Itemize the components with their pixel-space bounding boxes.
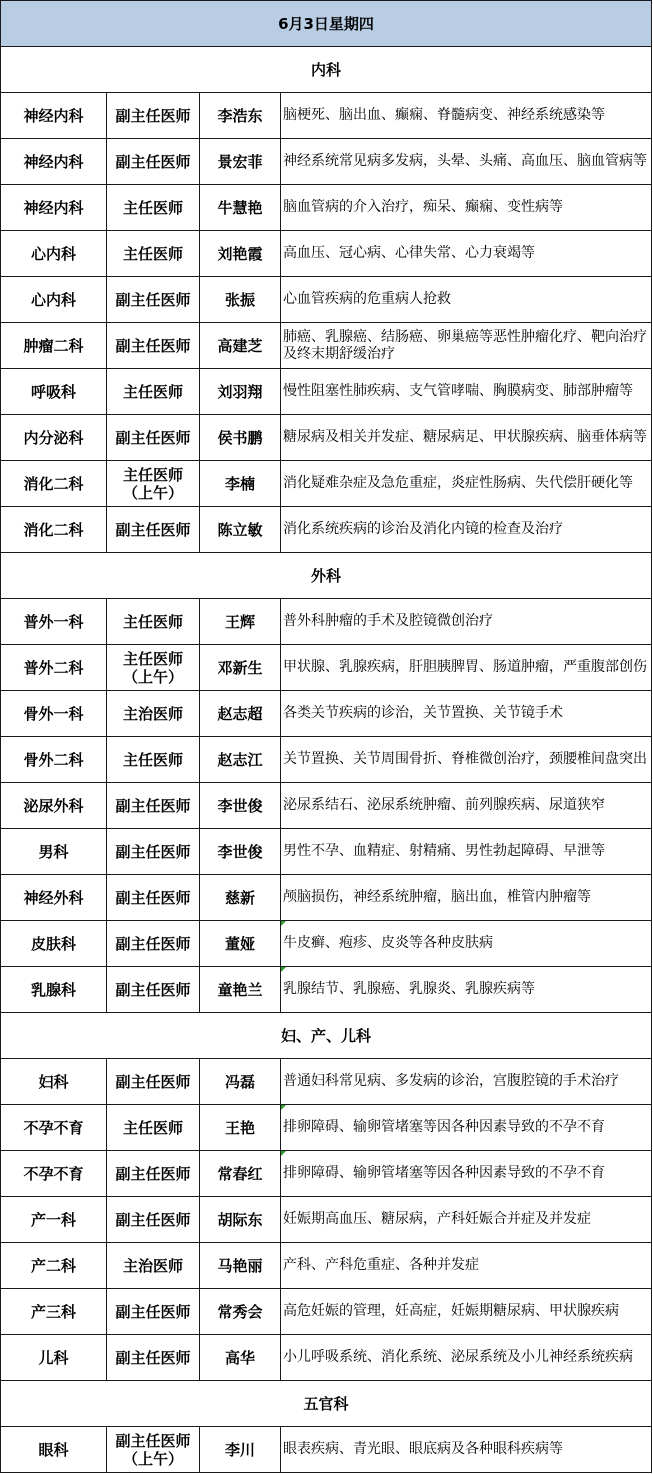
specialty-wrapper (283, 1165, 649, 1182)
doctor-name-cell: 李川 (200, 1427, 281, 1473)
specialty-text: 泌尿系结石、泌尿系统肿瘤、前列腺疾病、尿道狭窄 (283, 797, 605, 813)
table-row (1, 1059, 652, 1105)
specialty-text: 普通妇科常见病、多发病的诊治，宫腹腔镜的手术治疗 (283, 1073, 619, 1089)
doctor-title: 主任医师 (122, 750, 183, 769)
department-cell: 骨外一科 (1, 691, 107, 737)
department-cell: 神经内科 (1, 139, 107, 185)
specialty-cell (281, 1427, 652, 1473)
doctor-title: 副主任医师 (115, 1302, 191, 1321)
table-row (1, 875, 652, 921)
doctor-name-cell: 李世俊 (200, 829, 281, 875)
doctor-name-cell: 赵志超 (200, 691, 281, 737)
specialty-cell (281, 737, 652, 783)
doctor-title: 副主任医师 (115, 428, 191, 447)
table-row (1, 1335, 652, 1381)
cell-comment-marker-icon (281, 1151, 286, 1156)
title-cell (107, 231, 200, 277)
specialty-text: 颅脑损伤，神经系统肿瘤，脑出血，椎管内肿瘤等 (283, 889, 591, 905)
title-cell (107, 829, 200, 875)
title-cell (107, 323, 200, 369)
doctor-title: 主任医师 (122, 198, 183, 217)
doctor-name-cell: 景宏菲 (200, 139, 281, 185)
table-row (1, 921, 652, 967)
doctor-name-cell: 常秀会 (200, 1289, 281, 1335)
department-cell: 产三科 (1, 1289, 107, 1335)
department-cell: 内分泌科 (1, 415, 107, 461)
doctor-title: 主任医师 (122, 465, 183, 484)
specialty-text: 慢性阻塞性肺疾病、支气管哮喘、胸膜病变、肺部肿瘤等 (283, 383, 633, 399)
specialty-cell (281, 1289, 652, 1335)
doctor-title: 主任医师 (122, 649, 183, 668)
specialty-cell (281, 921, 652, 967)
specialty-wrapper (283, 429, 649, 446)
table-row (1, 645, 652, 691)
table-row (1, 783, 652, 829)
doctor-name-cell: 李世俊 (200, 783, 281, 829)
department-cell: 神经内科 (1, 93, 107, 139)
doctor-name-cell: 高建芝 (200, 323, 281, 369)
doctor-name-cell: 侯书鹏 (200, 415, 281, 461)
doctor-title: 副主任医师 (115, 520, 191, 539)
table-row (1, 1289, 652, 1335)
specialty-wrapper (283, 843, 649, 860)
title-cell (107, 1335, 200, 1381)
table-row (1, 415, 652, 461)
specialty-cell (281, 415, 652, 461)
doctor-title: 副主任医师 (115, 1210, 191, 1229)
doctor-name-cell: 赵志江 (200, 737, 281, 783)
date-title: 6月3日星期四 (1, 1, 652, 47)
title-cell (107, 875, 200, 921)
cell-comment-marker-icon (281, 967, 286, 972)
table-row (1, 231, 652, 277)
table-row (1, 369, 652, 415)
title-cell (107, 1289, 200, 1335)
specialty-wrapper (283, 659, 649, 676)
specialty-wrapper (283, 383, 649, 400)
specialty-cell (281, 277, 652, 323)
table-row (1, 1105, 652, 1151)
table-row (1, 1243, 652, 1289)
title-cell (107, 1151, 200, 1197)
title-cell (107, 967, 200, 1013)
specialty-wrapper (283, 199, 649, 216)
specialty-wrapper (283, 291, 649, 308)
specialty-cell (281, 323, 652, 369)
doctor-name-cell: 冯磊 (200, 1059, 281, 1105)
doctor-title: 副主任医师 (115, 796, 191, 815)
title-cell (107, 507, 200, 553)
title-cell (107, 1059, 200, 1105)
doctor-name-cell: 董娅 (200, 921, 281, 967)
department-cell: 骨外二科 (1, 737, 107, 783)
specialty-cell (281, 1059, 652, 1105)
section-title: 外科 (1, 553, 652, 599)
title-cell (107, 93, 200, 139)
specialty-text: 肺癌、乳腺癌、结肠癌、卵巢癌等恶性肿瘤化疗、靶向治疗及终末期舒缓治疗 (283, 328, 647, 362)
specialty-cell (281, 1105, 652, 1151)
doctor-name-cell: 牛慧艳 (200, 185, 281, 231)
table-row (1, 277, 652, 323)
department-cell: 消化二科 (1, 461, 107, 507)
specialty-wrapper (283, 1257, 649, 1274)
department-cell: 产一科 (1, 1197, 107, 1243)
specialty-wrapper (283, 889, 649, 906)
table-row (1, 1151, 652, 1197)
specialty-text: 男性不孕、血精症、射精痛、男性勃起障碍、早泄等 (283, 843, 605, 859)
section-row (1, 47, 652, 93)
department-cell: 妇科 (1, 1059, 107, 1105)
cell-comment-marker-icon (281, 921, 286, 926)
department-cell: 神经外科 (1, 875, 107, 921)
doctor-title: 副主任医师 (115, 106, 191, 125)
specialty-cell (281, 599, 652, 645)
specialty-wrapper (283, 1119, 649, 1136)
doctor-title: 副主任医师 (115, 934, 191, 953)
specialty-wrapper (283, 245, 649, 262)
specialty-text: 小儿呼吸系统、消化系统、泌尿系统及小儿神经系统疾病 (283, 1349, 633, 1365)
specialty-cell (281, 783, 652, 829)
doctor-name-cell: 李楠 (200, 461, 281, 507)
doctor-title: 副主任医师 (115, 336, 191, 355)
specialty-cell (281, 1197, 652, 1243)
specialty-cell (281, 829, 652, 875)
table-row (1, 139, 652, 185)
specialty-wrapper (283, 153, 649, 170)
title-cell (107, 921, 200, 967)
session-note: （上午） (122, 483, 183, 502)
table-row (1, 507, 652, 553)
specialty-wrapper (283, 935, 649, 952)
specialty-wrapper (283, 705, 649, 722)
doctor-title: 副主任医师 (115, 152, 191, 171)
doctor-name-cell: 常春红 (200, 1151, 281, 1197)
department-cell: 心内科 (1, 231, 107, 277)
table-row (1, 829, 652, 875)
title-cell (107, 415, 200, 461)
specialty-text: 消化系统疾病的诊治及消化内镜的检查及治疗 (283, 521, 563, 537)
doctor-title: 副主任医师 (115, 980, 191, 999)
title-cell (107, 783, 200, 829)
department-cell: 肿瘤二科 (1, 323, 107, 369)
specialty-text: 乳腺结节、乳腺癌、乳腺炎、乳腺疾病等 (283, 981, 535, 997)
department-cell: 男科 (1, 829, 107, 875)
specialty-wrapper (283, 981, 649, 998)
specialty-text: 糖尿病及相关并发症、糖尿病足、甲状腺疾病、脑垂体病等 (283, 429, 647, 445)
doctor-name-cell: 马艳丽 (200, 1243, 281, 1289)
specialty-cell (281, 645, 652, 691)
cell-comment-marker-icon (281, 1105, 286, 1110)
specialty-cell (281, 507, 652, 553)
doctor-name-cell: 王艳 (200, 1105, 281, 1151)
specialty-text: 神经系统常见病多发病，头晕、头痛、高血压、脑血管病等 (283, 153, 647, 169)
doctor-name-cell: 高华 (200, 1335, 281, 1381)
table-row (1, 93, 652, 139)
specialty-cell (281, 1335, 652, 1381)
specialty-cell (281, 461, 652, 507)
specialty-wrapper (283, 329, 649, 363)
specialty-cell (281, 93, 652, 139)
doctor-title: 主任医师 (122, 612, 183, 631)
title-cell (107, 369, 200, 415)
doctor-name-cell: 张振 (200, 277, 281, 323)
specialty-cell (281, 185, 652, 231)
table-row (1, 461, 652, 507)
section-title: 妇、产、儿科 (1, 1013, 652, 1059)
specialty-cell (281, 369, 652, 415)
header-row (1, 1, 652, 47)
doctor-name-cell: 刘艳霞 (200, 231, 281, 277)
doctor-name-cell: 李浩东 (200, 93, 281, 139)
specialty-wrapper (283, 107, 649, 124)
doctor-title: 副主任医师 (115, 1431, 191, 1450)
section-title: 内科 (1, 47, 652, 93)
department-cell: 心内科 (1, 277, 107, 323)
session-note: （上午） (122, 1449, 183, 1468)
doctor-title: 主任医师 (122, 1118, 183, 1137)
department-cell: 普外二科 (1, 645, 107, 691)
doctor-title: 副主任医师 (115, 1164, 191, 1183)
specialty-text: 关节置换、关节周围骨折、脊椎微创治疗，颈腰椎间盘突出 (283, 751, 647, 767)
specialty-text: 高危妊娠的管理，妊高症，妊娠期糖尿病、甲状腺疾病 (283, 1303, 619, 1319)
specialty-wrapper (283, 1349, 649, 1366)
department-cell: 乳腺科 (1, 967, 107, 1013)
doctor-title: 主治医师 (122, 704, 183, 723)
doctor-name-cell: 邓新生 (200, 645, 281, 691)
title-cell (107, 1427, 200, 1473)
department-cell: 皮肤科 (1, 921, 107, 967)
doctor-name-cell: 童艳兰 (200, 967, 281, 1013)
specialty-text: 心血管疾病的危重病人抢救 (283, 291, 451, 307)
specialty-cell (281, 139, 652, 185)
doctor-title: 主治医师 (122, 1256, 183, 1275)
specialty-text: 消化疑难杂症及急危重症，炎症性肠病、失代偿肝硬化等 (283, 475, 633, 491)
specialty-text: 眼表疾病、青光眼、眼底病及各种眼科疾病等 (283, 1441, 563, 1457)
department-cell: 不孕不育 (1, 1105, 107, 1151)
doctor-title: 副主任医师 (115, 1072, 191, 1091)
section-row (1, 1381, 652, 1427)
section-row (1, 553, 652, 599)
title-cell (107, 1243, 200, 1289)
specialty-cell (281, 1243, 652, 1289)
specialty-wrapper (283, 1073, 649, 1090)
specialty-text: 排卵障碍、输卵管堵塞等因各种因素导致的不孕不育 (283, 1165, 605, 1181)
doctor-name-cell: 王辉 (200, 599, 281, 645)
title-cell (107, 139, 200, 185)
specialty-text: 妊娠期高血压、糖尿病，产科妊娠合并症及并发症 (283, 1211, 591, 1227)
specialty-cell (281, 875, 652, 921)
table-row (1, 323, 652, 369)
session-note: （上午） (122, 667, 183, 686)
specialty-cell (281, 691, 652, 737)
table-row (1, 691, 652, 737)
specialty-text: 各类关节疾病的诊治，关节置换、关节镜手术 (283, 705, 563, 721)
specialty-text: 牛皮癣、疱疹、皮炎等各种皮肤病 (283, 935, 493, 951)
specialty-wrapper (283, 1303, 649, 1320)
doctor-name-cell: 胡际东 (200, 1197, 281, 1243)
specialty-wrapper (283, 751, 649, 768)
specialty-cell (281, 231, 652, 277)
specialty-text: 脑梗死、脑出血、癫痫、脊髓病变、神经系统感染等 (283, 107, 605, 123)
title-cell (107, 277, 200, 323)
table-row (1, 967, 652, 1013)
doctor-title: 主任医师 (122, 244, 183, 263)
department-cell: 泌尿外科 (1, 783, 107, 829)
title-cell (107, 645, 200, 691)
department-cell: 不孕不育 (1, 1151, 107, 1197)
department-cell: 儿科 (1, 1335, 107, 1381)
title-cell (107, 1197, 200, 1243)
specialty-cell (281, 1151, 652, 1197)
specialty-wrapper (283, 1441, 649, 1458)
doctor-title: 主任医师 (122, 382, 183, 401)
table-row (1, 1197, 652, 1243)
doctor-title: 副主任医师 (115, 290, 191, 309)
doctor-name-cell: 陈立敏 (200, 507, 281, 553)
department-cell: 眼科 (1, 1427, 107, 1473)
title-cell (107, 691, 200, 737)
department-cell: 消化二科 (1, 507, 107, 553)
specialty-text: 产科、产科危重症、各种并发症 (283, 1257, 479, 1273)
title-cell (107, 1105, 200, 1151)
title-cell (107, 737, 200, 783)
department-cell: 神经内科 (1, 185, 107, 231)
specialty-text: 高血压、冠心病、心律失常、心力衰竭等 (283, 245, 535, 261)
specialty-text: 甲状腺、乳腺疾病，肝胆胰脾胃、肠道肿瘤，严重腹部创伤 (283, 659, 647, 675)
specialty-text: 脑血管病的介入治疗，痴呆、癫痫、变性病等 (283, 199, 563, 215)
department-cell: 产二科 (1, 1243, 107, 1289)
specialty-wrapper (283, 613, 649, 630)
table-row (1, 737, 652, 783)
specialty-wrapper (283, 797, 649, 814)
title-cell (107, 599, 200, 645)
doctor-title: 副主任医师 (115, 1348, 191, 1367)
doctor-title: 副主任医师 (115, 842, 191, 861)
department-cell: 呼吸科 (1, 369, 107, 415)
section-title: 五官科 (1, 1381, 652, 1427)
specialty-wrapper (283, 475, 649, 492)
specialty-cell (281, 967, 652, 1013)
specialty-wrapper (283, 1211, 649, 1228)
section-row (1, 1013, 652, 1059)
doctor-title: 副主任医师 (115, 888, 191, 907)
table-row (1, 185, 652, 231)
table-row (1, 599, 652, 645)
department-cell: 普外一科 (1, 599, 107, 645)
specialty-text: 排卵障碍、输卵管堵塞等因各种因素导致的不孕不育 (283, 1119, 605, 1135)
specialty-wrapper (283, 521, 649, 538)
doctor-name-cell: 刘羽翔 (200, 369, 281, 415)
specialty-text: 普外科肿瘤的手术及腔镜微创治疗 (283, 613, 493, 629)
title-cell (107, 461, 200, 507)
table-row (1, 1427, 652, 1473)
doctor-name-cell: 慈新 (200, 875, 281, 921)
title-cell (107, 185, 200, 231)
